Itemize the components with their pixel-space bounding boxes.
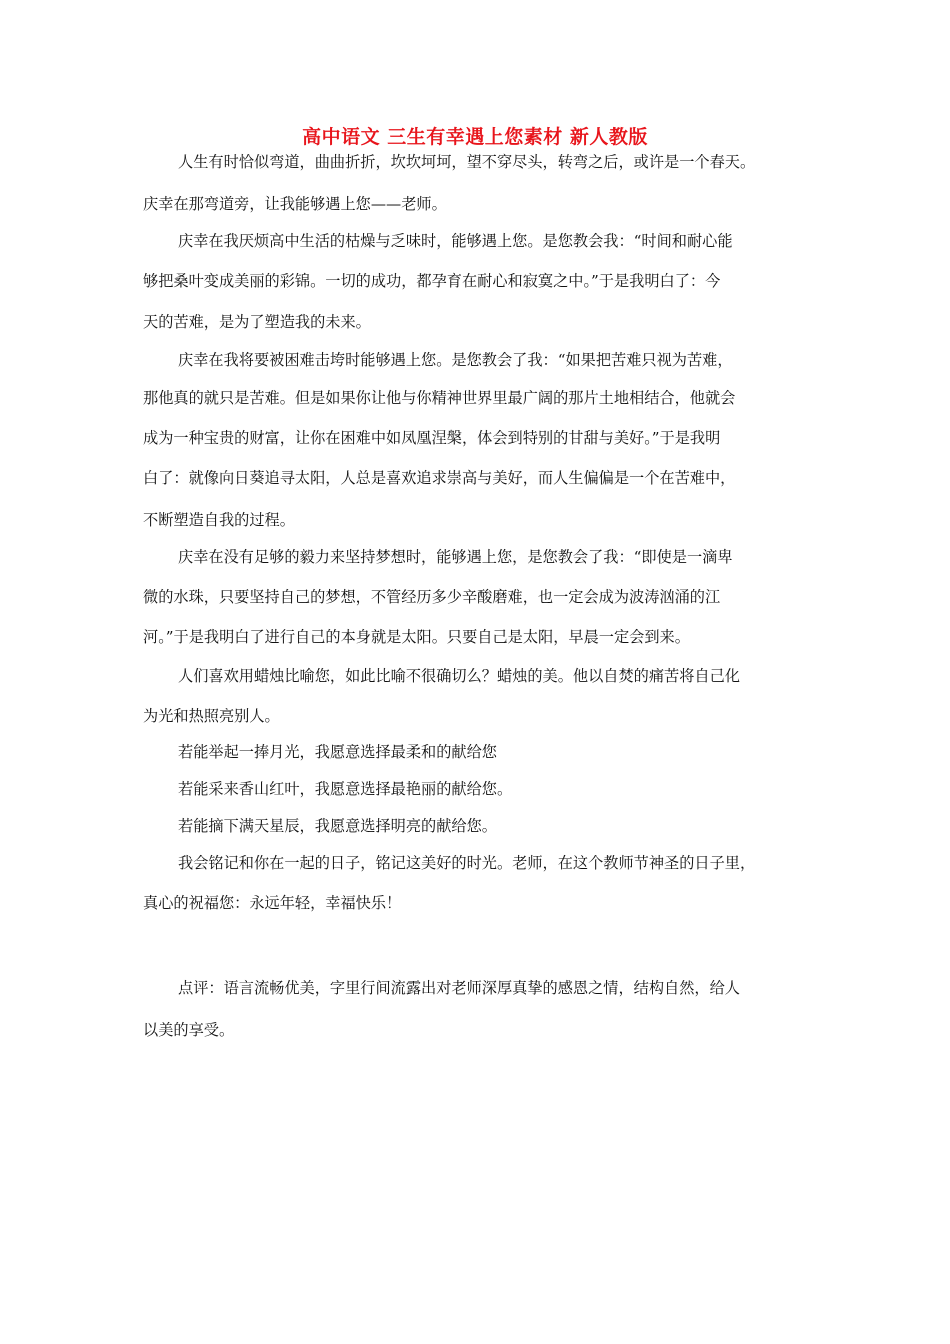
poem-line: 若能摘下满天星辰，我愿意选择明亮的献给您。 [178, 817, 497, 835]
text-line: 人生有时恰似弯道，曲曲折折，坎坎坷坷，望不穿尽头，转弯之后，或许是一个春天。 [178, 153, 756, 171]
text-line: 够把桑叶变成美丽的彩锦。一切的成功，都孕育在耐心和寂寞之中。”于是我明白了：今 [143, 272, 721, 290]
poem-line: 若能举起一捧月光，我愿意选择最柔和的献给您 [178, 743, 497, 761]
text-line: 白了：就像向日葵追寻太阳，人总是喜欢追求崇高与美好，而人生偏偏是一个在苦难中， [143, 469, 736, 487]
text-line: 不断塑造自我的过程。 [143, 511, 295, 529]
text-line: 河。”于是我明白了进行自己的本身就是太阳。只要自己是太阳，早晨一定会到来。 [143, 628, 690, 646]
text-line: 天的苦难，是为了塑造我的未来。 [143, 313, 371, 331]
poem-line: 若能采来香山红叶，我愿意选择最艳丽的献给您。 [178, 780, 513, 798]
text-line: 为光和热照亮别人。 [143, 707, 280, 725]
text-line: 那他真的就只是苦难。但是如果你让他与你精神世界里最广阔的那片土地相结合，他就会 [143, 389, 736, 407]
text-line: 庆幸在那弯道旁，让我能够遇上您——老师。 [143, 195, 447, 213]
text-line: 人们喜欢用蜡烛比喻您，如此比喻不很确切么？蜡烛的美。他以自焚的痛苦将自己化 [178, 667, 740, 685]
comment-line: 点评：语言流畅优美，字里行间流露出对老师深厚真挚的感恩之情，结构自然，给人 [178, 979, 740, 997]
text-line: 庆幸在我厌烦高中生活的枯燥与乏味时，能够遇上您。是您教会我：“时间和耐心能 [178, 232, 733, 250]
text-line: 成为一种宝贵的财富，让你在困难中如凤凰涅槃，体会到特别的甘甜与美好。”于是我明 [143, 429, 721, 447]
text-line: 真心的祝福您：永远年轻，幸福快乐！ [143, 894, 402, 912]
text-line: 我会铭记和你在一起的日子，铭记这美好的时光。老师，在这个教师节神圣的日子里， [178, 854, 756, 872]
text-line: 庆幸在没有足够的毅力来坚持梦想时，能够遇上您，是您教会了我：“即使是一滴卑 [178, 548, 733, 566]
comment-line: 以美的享受。 [143, 1021, 235, 1039]
document-title: 高中语文 三生有幸遇上您素材 新人教版 [302, 126, 648, 148]
text-line: 庆幸在我将要被困难击垮时能够遇上您。是您教会了我：“如果把苦难只视为苦难， [178, 351, 733, 369]
text-line: 微的水珠，只要坚持自己的梦想，不管经历多少辛酸磨难，也一定会成为波涛汹涌的江 [143, 588, 721, 606]
